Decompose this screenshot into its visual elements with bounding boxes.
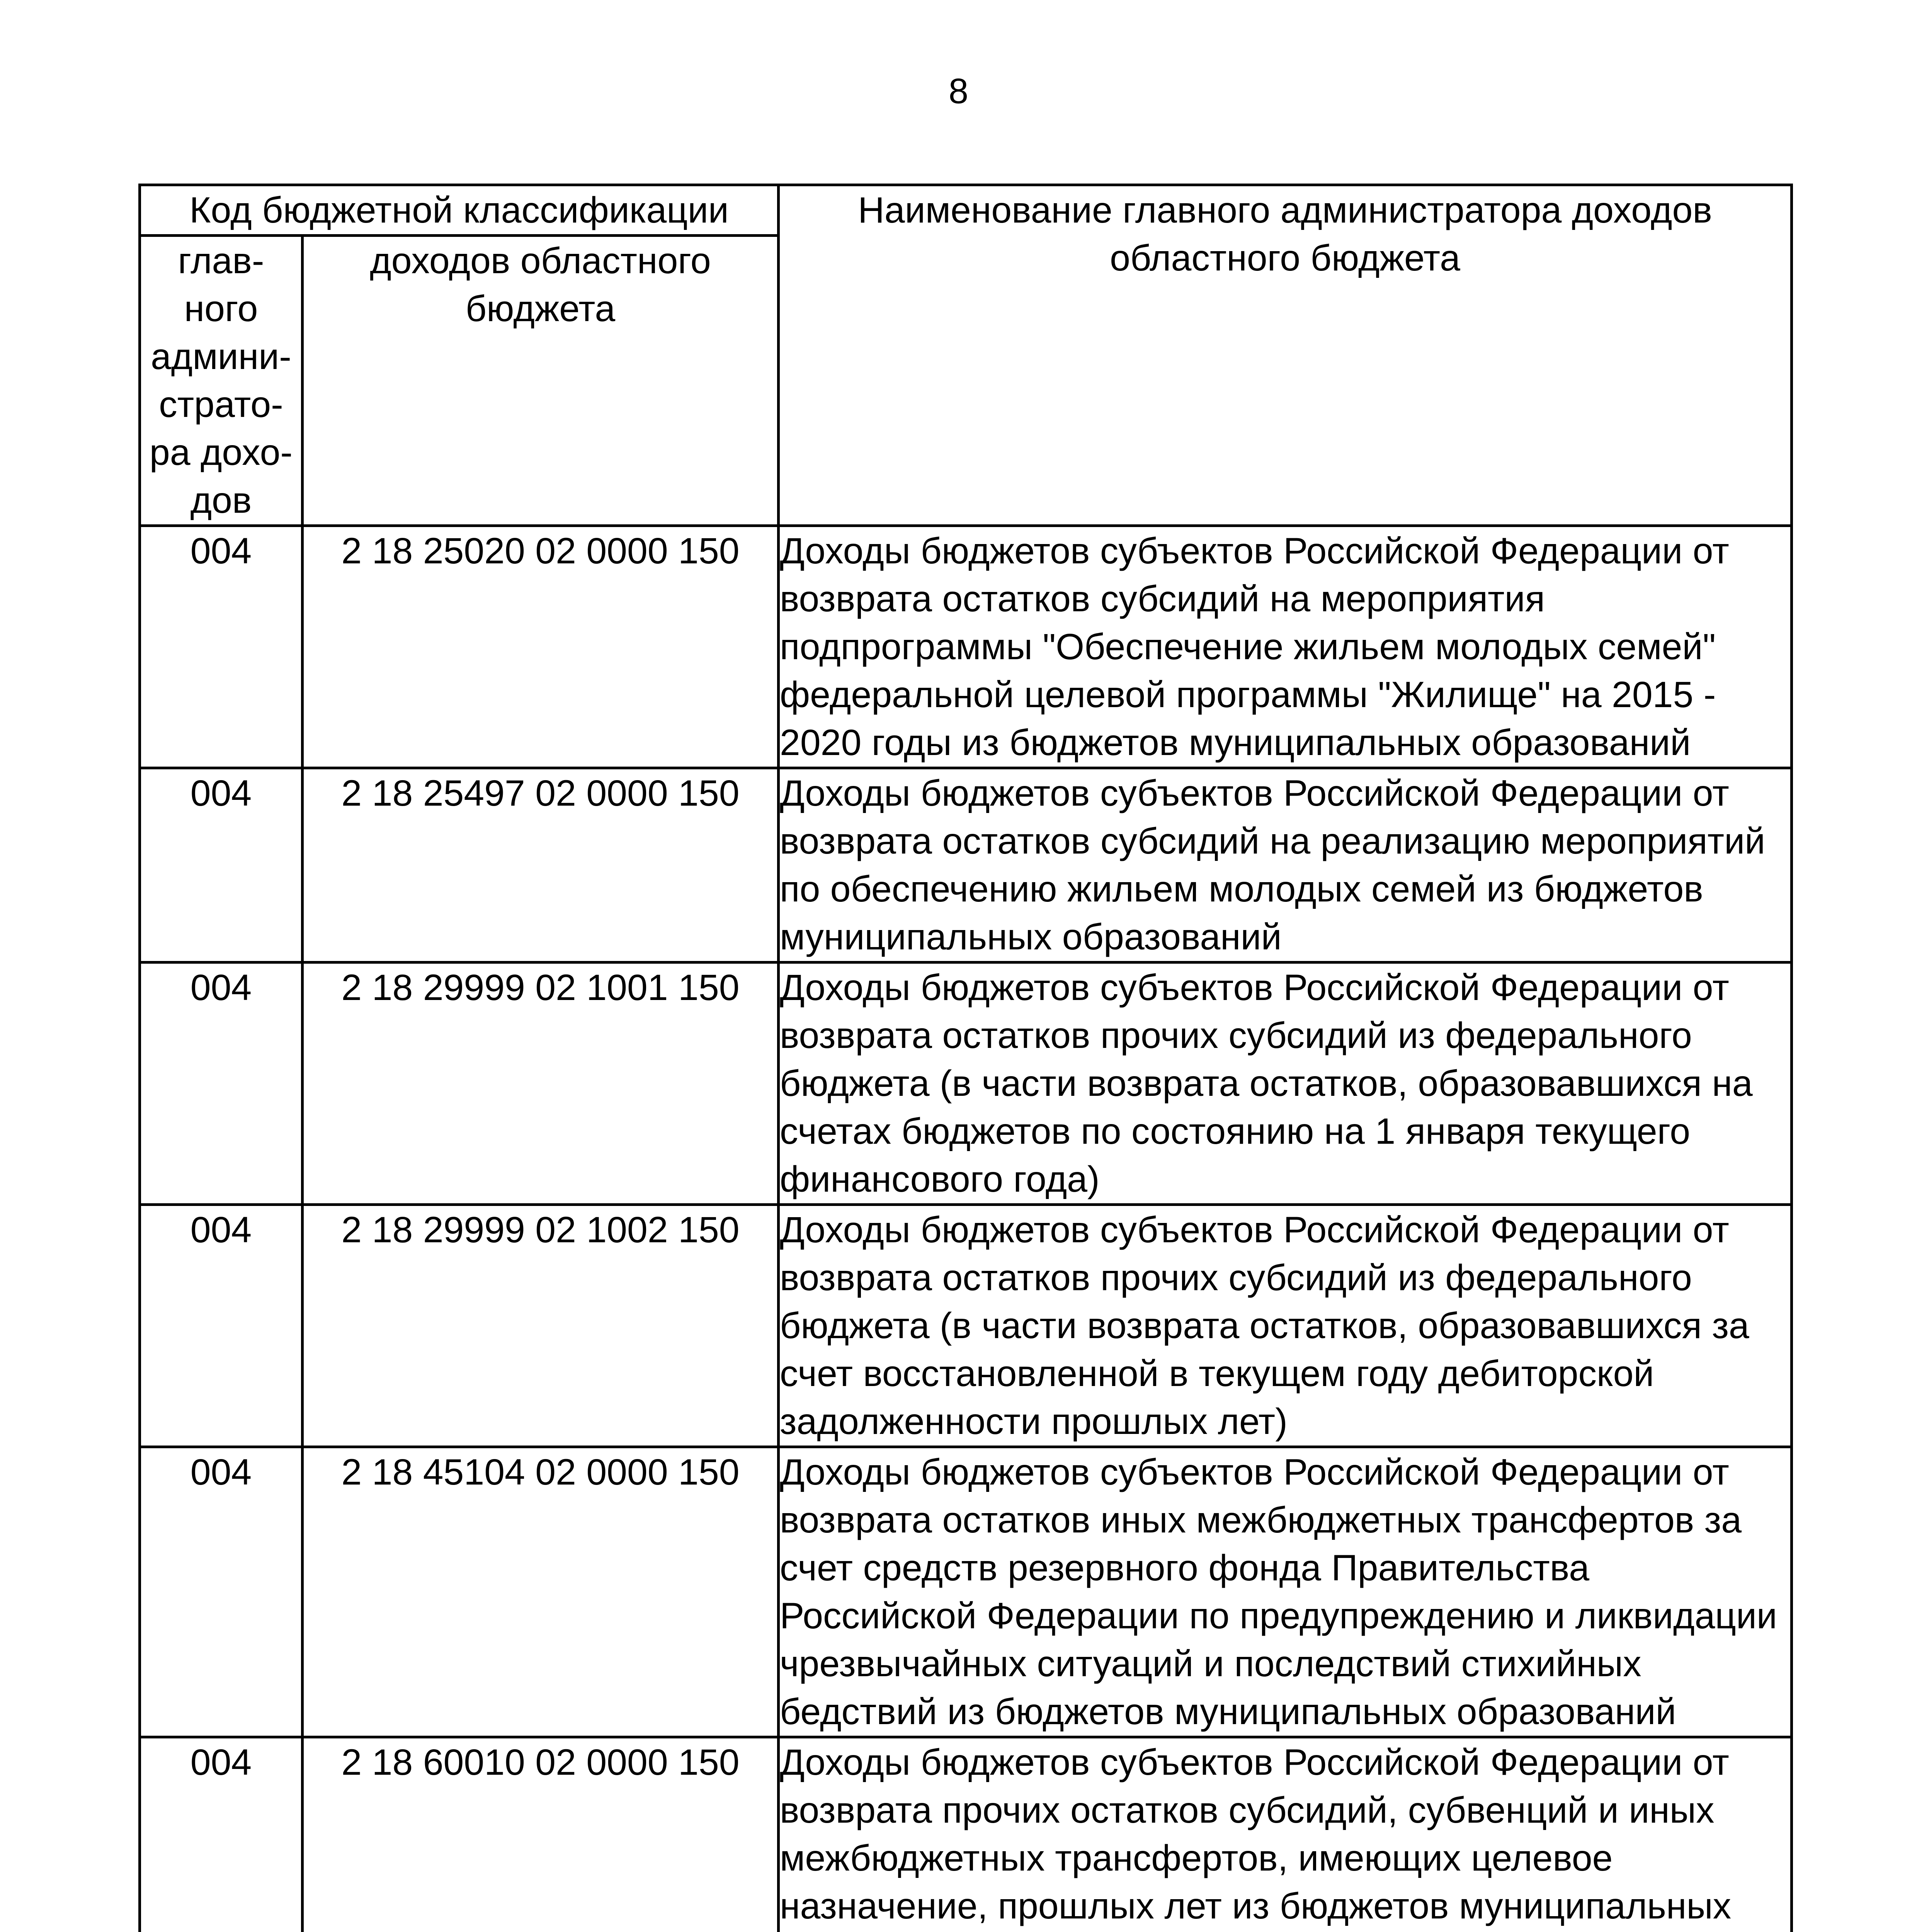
page-number: 8 <box>948 71 969 111</box>
admin-code-cell: 004 <box>140 768 303 963</box>
budget-code-group-header: Код бюджетной классификации <box>140 185 779 236</box>
table-row <box>140 1447 1792 1737</box>
table-row <box>140 1737 1792 1932</box>
admin-code-cell: 004 <box>140 1205 303 1447</box>
admin-header-line: админи- <box>151 336 291 377</box>
admin-code-cell: 004 <box>140 526 303 768</box>
income-code-cell: 2 18 45104 02 0000 150 <box>303 1447 779 1737</box>
main-admin-code-header <box>140 236 303 526</box>
income-name-cell: Доходы бюджетов субъектов Российской Федерации от возврата остатков субсидий на мероприятия подпрограммы "Обеспечение жильем молодых семей" федеральной целевой программы "Жилище" на 2015 - 2020 годы из бюджетов муниципальных образований <box>779 526 1792 768</box>
income-name-cell: Доходы бюджетов субъектов Российской Федерации от возврата остатков субсидий на реализацию мероприятий по обеспечению жильем молодых семей из бюджетов муниципальных образований <box>779 768 1792 963</box>
income-name-cell: Доходы бюджетов субъектов Российской Федерации от возврата остатков прочих субсидий из федерального бюджета (в части возврата остатков, образовавшихся за счет восстановленной в текущем году дебиторской задолженности прошлых лет) <box>779 1205 1792 1447</box>
income-code-header: доходов областного бюджета <box>303 236 779 526</box>
income-code-cell: 2 18 29999 02 1002 150 <box>303 1205 779 1447</box>
admin-code-cell: 004 <box>140 1737 303 1932</box>
income-name-cell: Доходы бюджетов субъектов Российской Федерации от возврата прочих остатков субсидий, субвенций и иных межбюджетных трансфертов, имеющих целевое назначение, прошлых лет из бюджетов муниципальных <box>779 1737 1792 1932</box>
admin-header-line: дов <box>190 480 252 521</box>
income-code-cell: 2 18 60010 02 0000 150 <box>303 1737 779 1932</box>
admin-header-line: глав- <box>178 240 264 281</box>
admin-name-header: Наименование главного администратора доходов областного бюджета <box>779 185 1792 526</box>
budget-classification-table <box>138 184 1793 1932</box>
income-code-cell: 2 18 25020 02 0000 150 <box>303 526 779 768</box>
admin-code-cell: 004 <box>140 1447 303 1737</box>
admin-header-line: страто- <box>159 384 283 425</box>
income-name-cell: Доходы бюджетов субъектов Российской Федерации от возврата остатков иных межбюджетных трансфертов за счет средств резервного фонда Правительства Российской Федерации по предупреждению и ликвидации чрезвычайных ситуаций и последствий стихийных бедствий из бюджетов муниципальных образований <box>779 1447 1792 1737</box>
admin-header-line: ного <box>184 288 258 329</box>
admin-code-cell: 004 <box>140 963 303 1205</box>
table-row <box>140 526 1792 768</box>
income-name-cell: Доходы бюджетов субъектов Российской Федерации от возврата остатков прочих субсидий из федерального бюджета (в части возврата остатков, образовавшихся на счетах бюджетов по состоянию на 1 января текущего финансового года) <box>779 963 1792 1205</box>
income-code-cell: 2 18 25497 02 0000 150 <box>303 768 779 963</box>
table-header-row <box>140 185 1792 236</box>
table-row <box>140 963 1792 1205</box>
admin-header-line: ра дохо- <box>149 432 293 473</box>
table-row <box>140 768 1792 963</box>
table-row <box>140 1205 1792 1447</box>
income-code-cell: 2 18 29999 02 1001 150 <box>303 963 779 1205</box>
